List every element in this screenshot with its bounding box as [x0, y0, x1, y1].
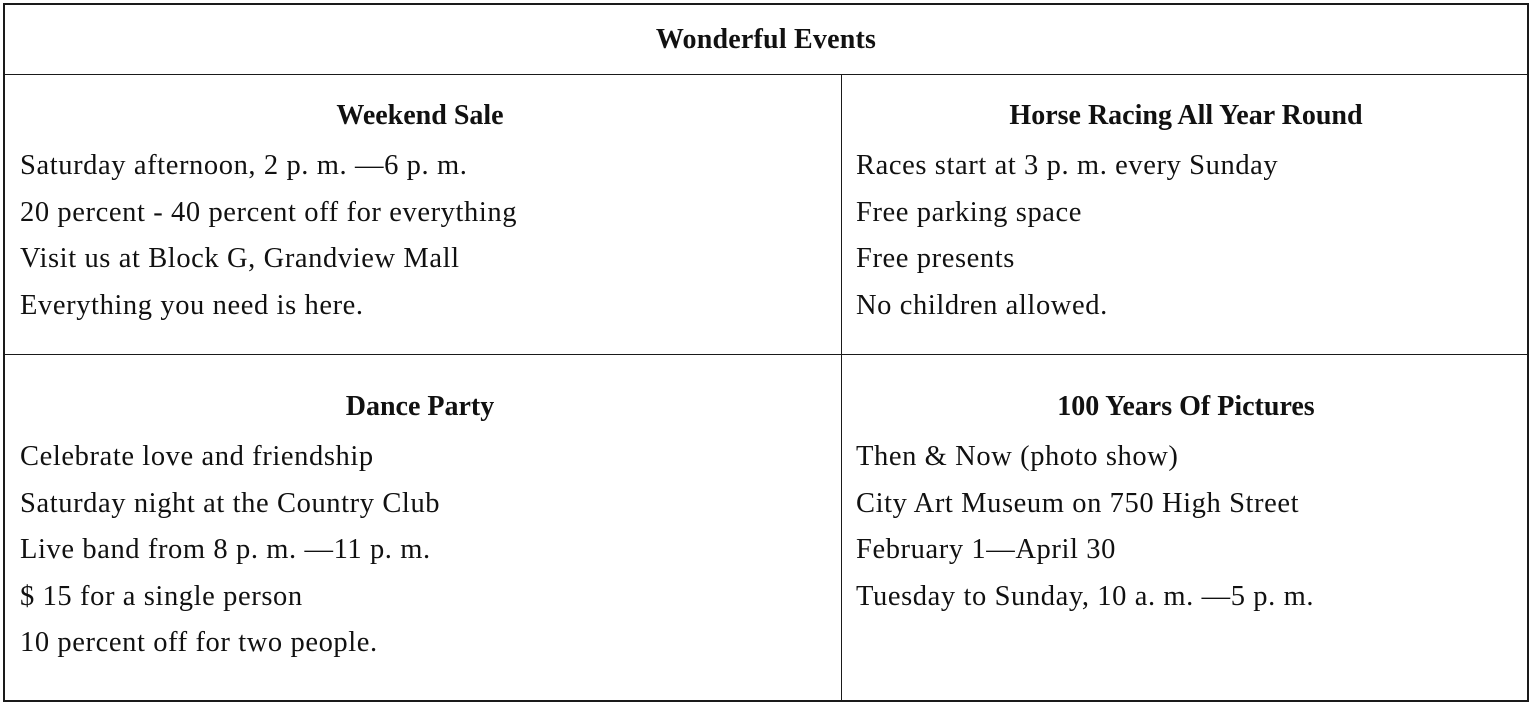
event-heading: 100 Years Of Pictures: [1057, 391, 1315, 422]
event-details: [20, 143, 820, 329]
event-detail-line: Free presents: [856, 243, 1015, 274]
event-detail-line: No children allowed.: [856, 289, 1108, 321]
event-detail-line: Everything you need is here.: [20, 289, 364, 321]
event-detail-line: Saturday night at the Country Club: [20, 487, 441, 519]
event-detail-line: City Art Museum on 750 High Street: [856, 487, 1300, 519]
event-detail-line: 20 percent - 40 percent off for everything: [20, 196, 518, 228]
event-heading: Horse Racing All Year Round: [1009, 100, 1363, 131]
event-details: [856, 434, 1516, 620]
event-pictures: [856, 388, 1516, 620]
column-divider: [841, 75, 842, 702]
event-detail-line: Tuesday to Sunday, 10 a. m. —5 p. m.: [856, 580, 1315, 612]
event-detail-line: Visit us at Block G, Grandview Mall: [20, 243, 460, 274]
event-detail-line: 10 percent off for two people.: [20, 627, 378, 658]
event-detail-line: Then & Now (photo show): [856, 441, 1179, 472]
event-detail-line: Saturday afternoon, 2 p. m. —6 p. m.: [20, 150, 468, 181]
event-details: [20, 434, 820, 667]
event-details: [856, 143, 1516, 329]
event-detail-line: Races start at 3 p. m. every Sunday: [856, 150, 1279, 181]
row-divider: [5, 354, 1527, 355]
event-detail-line: Celebrate love and friendship: [20, 441, 374, 472]
event-detail-line: $ 15 for a single person: [20, 580, 303, 612]
notice-title: Wonderful Events: [655, 23, 877, 55]
event-detail-line: February 1—April 30: [856, 534, 1116, 565]
title-row: [5, 5, 1527, 75]
event-weekend-sale: [20, 97, 820, 329]
event-horse-racing: [856, 97, 1516, 329]
event-detail-line: Live band from 8 p. m. —11 p. m.: [20, 534, 431, 565]
event-detail-line: Free parking space: [856, 196, 1083, 228]
event-dance-party: [20, 388, 820, 667]
event-heading: Weekend Sale: [336, 100, 504, 131]
event-heading: Dance Party: [345, 391, 495, 422]
